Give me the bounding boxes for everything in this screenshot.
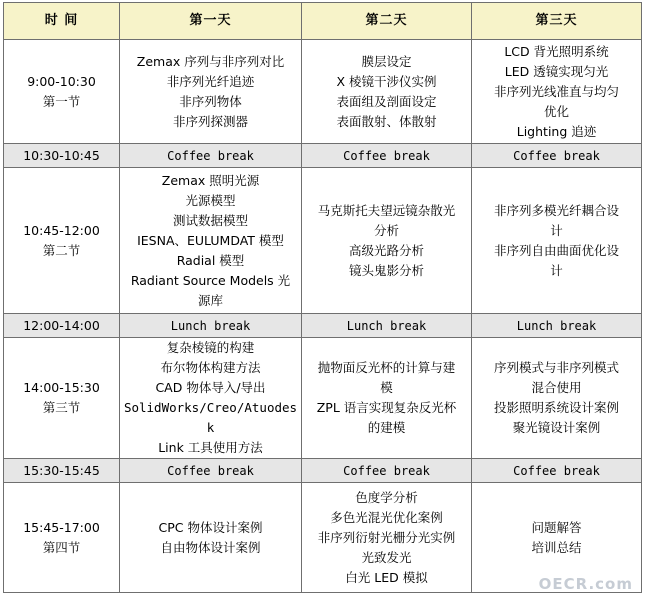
cell-line: 计 [550, 262, 563, 278]
break1-time: 10:30-10:45 [4, 144, 120, 168]
session3-row [4, 338, 642, 459]
session1-label: 第一节 [42, 93, 81, 109]
break1-day3: Coffee break [472, 144, 642, 168]
session3-day2 [302, 338, 472, 459]
session2-day3 [472, 168, 642, 314]
session4-day2 [302, 483, 472, 593]
session3-day1 [120, 338, 302, 459]
cell-line: X 棱镜干涉仪实例 [336, 73, 437, 89]
cell-line: 非序列光纤追迹 [166, 73, 255, 89]
session3-time-cell [4, 338, 120, 459]
cell-line: 白光 LED 模拟 [345, 569, 428, 585]
cell-line: Link 工具使用方法 [158, 440, 263, 455]
break2-day2: Lunch break [302, 314, 472, 338]
cell-line: 抛物面反光杯的计算与建 [317, 360, 456, 375]
cell-line: 镜头鬼影分析 [348, 262, 424, 278]
cell-line: 培训总结 [531, 539, 582, 555]
header-day3: 第三天 [472, 3, 642, 40]
cell-line: 混合使用 [531, 380, 582, 395]
break1-day1: Coffee break [120, 144, 302, 168]
schedule-table [3, 2, 642, 593]
session4-time-cell [4, 483, 120, 593]
session1-day1 [120, 40, 302, 144]
cell-line: IESNA、EULUMDAT 模型 [137, 232, 284, 248]
cell-line: CPC 物体设计案例 [158, 519, 263, 535]
session2-time: 10:45-12:00 [23, 222, 100, 238]
cell-line: 非序列物体 [179, 93, 242, 109]
cell-line: 优化 [543, 103, 569, 119]
cell-line: 非序列衍射光栅分光实例 [317, 529, 456, 545]
cell-line: 表面散射、体散射 [336, 113, 437, 129]
cell-line: 投影照明系统设计案例 [493, 400, 619, 415]
cell-line: 非序列探测器 [172, 113, 248, 129]
session2-day1 [120, 168, 302, 314]
session1-time: 9:00-10:30 [27, 73, 96, 89]
header-day1: 第一天 [120, 3, 302, 40]
session2-day2 [302, 168, 472, 314]
session1-row [4, 40, 642, 144]
cell-line: 光源模型 [185, 192, 236, 208]
cell-line: 模 [380, 380, 393, 395]
cell-line: SolidWorks/Creo/Atuodesk [123, 400, 298, 435]
session3-time: 14:00-15:30 [23, 380, 100, 395]
cell-line: 测试数据模型 [172, 212, 248, 228]
cell-line: 光致发光 [361, 549, 412, 565]
header-day2: 第二天 [302, 3, 472, 40]
break2-day1: Lunch break [120, 314, 302, 338]
session2-row [4, 168, 642, 314]
cell-line: 布尔物体构建方法 [160, 360, 261, 375]
break3-day1: Coffee break [120, 459, 302, 483]
cell-line: 源库 [197, 292, 223, 308]
cell-line: Radial 模型 [176, 252, 245, 268]
session4-day1 [120, 483, 302, 593]
cell-line: Zemax 序列与非序列对比 [136, 53, 285, 69]
cell-line: 序列模式与非序列模式 [493, 360, 619, 375]
cell-line: 分析 [373, 222, 399, 238]
cell-line: 自由物体设计案例 [160, 539, 261, 555]
session2-time-cell [4, 168, 120, 314]
session2-label: 第二节 [42, 242, 81, 258]
break1-day2: Coffee break [302, 144, 472, 168]
header-row [4, 3, 642, 40]
session3-label: 第三节 [42, 400, 81, 415]
break3-row [4, 459, 642, 483]
cell-line: 高级光路分析 [348, 242, 424, 258]
cell-line: 多色光混光优化案例 [330, 509, 443, 525]
session1-day2 [302, 40, 472, 144]
cell-line: CAD 物体导入/导出 [155, 380, 266, 395]
cell-line: 膜层设定 [361, 53, 412, 69]
break1-row [4, 144, 642, 168]
cell-line: 色度学分析 [355, 489, 418, 505]
cell-line: 的建模 [367, 420, 406, 435]
cell-line: 非序列多模光纤耦合设 [493, 202, 619, 218]
cell-line: 表面组及剖面设定 [336, 93, 437, 109]
break3-day2: Coffee break [302, 459, 472, 483]
header-time: 时 间 [4, 3, 120, 40]
break3-day3: Coffee break [472, 459, 642, 483]
session4-label: 第四节 [42, 539, 81, 555]
watermark-logo: OECR.com [538, 575, 633, 593]
cell-line: 马克斯托夫望远镜杂散光 [317, 202, 456, 218]
cell-line: LCD 背光照明系统 [504, 43, 609, 59]
cell-line: 计 [550, 222, 563, 238]
session4-time: 15:45-17:00 [23, 519, 100, 535]
cell-line: LED 透镜实现匀光 [504, 63, 609, 79]
cell-line: ZPL 语言实现复杂反光杯 [316, 400, 457, 415]
cell-line: 复杂棱镜的构建 [166, 340, 255, 355]
break2-time: 12:00-14:00 [4, 314, 120, 338]
session1-day3 [472, 40, 642, 144]
session3-day3 [472, 338, 642, 459]
session1-time-cell [4, 40, 120, 144]
break2-day3: Lunch break [472, 314, 642, 338]
cell-line: Radiant Source Models 光 [130, 272, 291, 288]
cell-line: Zemax 照明光源 [161, 172, 260, 188]
break2-row [4, 314, 642, 338]
cell-line: Lighting 追迹 [516, 123, 597, 139]
cell-line: 问题解答 [531, 519, 582, 535]
cell-line: 聚光镜设计案例 [512, 420, 601, 435]
cell-line: 非序列自由曲面优化设 [493, 242, 619, 258]
cell-line: 非序列光线准直与均匀 [493, 83, 619, 99]
break3-time: 15:30-15:45 [4, 459, 120, 483]
